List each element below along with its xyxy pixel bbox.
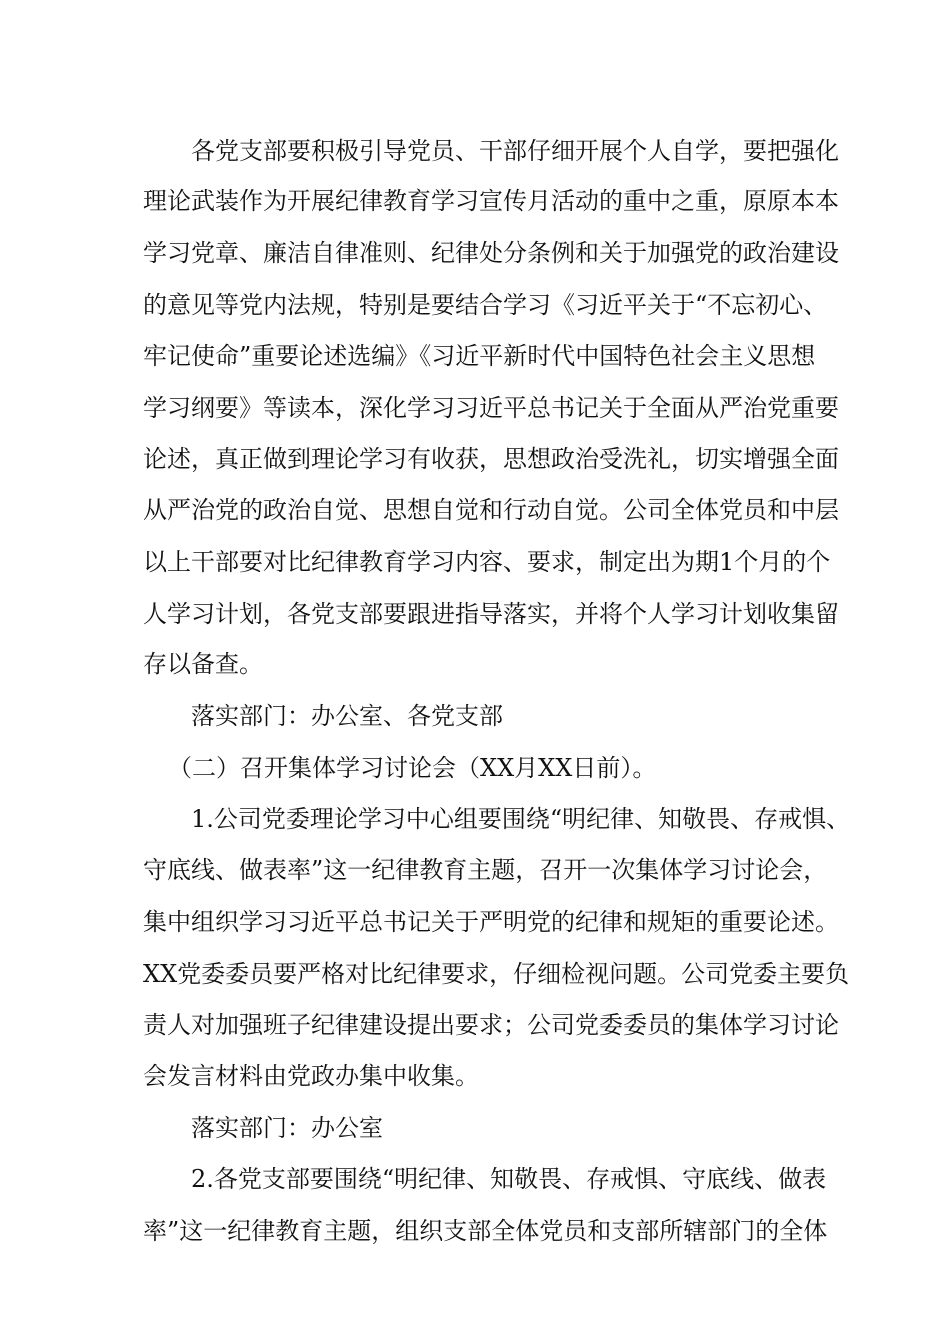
item-1-line-5: 责人对加强班子纪律建设提出要求；公司党委委员的集体学习讨论 (143, 1011, 839, 1039)
paragraph-1-line-9: 以上干部要对比纪律教育学习内容、要求，制定出为期1个月的个 (143, 548, 831, 576)
paragraph-1-line-10: 人学习计划，各党支部要跟进指导落实，并将个人学习计划收集留 (143, 600, 839, 628)
section-heading-2: （二）召开集体学习讨论会（XX月XX日前）。 (168, 754, 657, 782)
item-1-line-1: 1.公司党委理论学习中心组要围绕“明纪律、知敬畏、存戒惧、 (191, 805, 851, 833)
paragraph-1-line-8: 从严治党的政治自觉、思想自觉和行动自觉。公司全体党员和中层 (143, 496, 839, 524)
department-line-1: 落实部门：办公室、各党支部 (191, 702, 503, 730)
paragraph-1-line-3: 学习党章、廉洁自律准则、纪律处分条例和关于加强党的政治建设 (143, 239, 839, 267)
department-line-2: 落实部门：办公室 (191, 1114, 383, 1142)
paragraph-1-line-7: 论述，真正做到理论学习有收获，思想政治受洗礼，切实增强全面 (143, 445, 839, 473)
paragraph-1-line-5: 牢记使命”重要论述选编》《习近平新时代中国特色社会主义思想 (143, 342, 816, 370)
item-1-line-3: 集中组织学习习近平总书记关于严明党的纪律和规矩的重要论述。 (143, 908, 839, 936)
paragraph-1-line-6: 学习纲要》等读本，深化学习习近平总书记关于全面从严治党重要 (143, 394, 839, 422)
paragraph-1-line-11: 存以备查。 (143, 650, 263, 678)
item-2-line-1: 2.各党支部要围绕“明纪律、知敬畏、存戒惧、守底线、做表 (191, 1165, 827, 1193)
paragraph-1-line-2: 理论武装作为开展纪律教育学习宣传月活动的重中之重，原原本本 (143, 187, 839, 215)
item-1-line-2: 守底线、做表率”这一纪律教育主题，召开一次集体学习讨论会， (143, 856, 828, 884)
item-1-line-6: 会发言材料由党政办集中收集。 (143, 1062, 479, 1090)
item-1-line-4: XX党委委员要严格对比纪律要求，仔细检视问题。公司党委主要负 (143, 960, 850, 988)
item-2-line-2: 率”这一纪律教育主题，组织支部全体党员和支部所辖部门的全体 (143, 1217, 828, 1245)
paragraph-1-line-1: 各党支部要积极引导党员、干部仔细开展个人自学，要把强化 (191, 137, 839, 165)
paragraph-1-line-4: 的意见等党内法规，特别是要结合学习《习近平关于“不忘初心、 (143, 291, 828, 319)
